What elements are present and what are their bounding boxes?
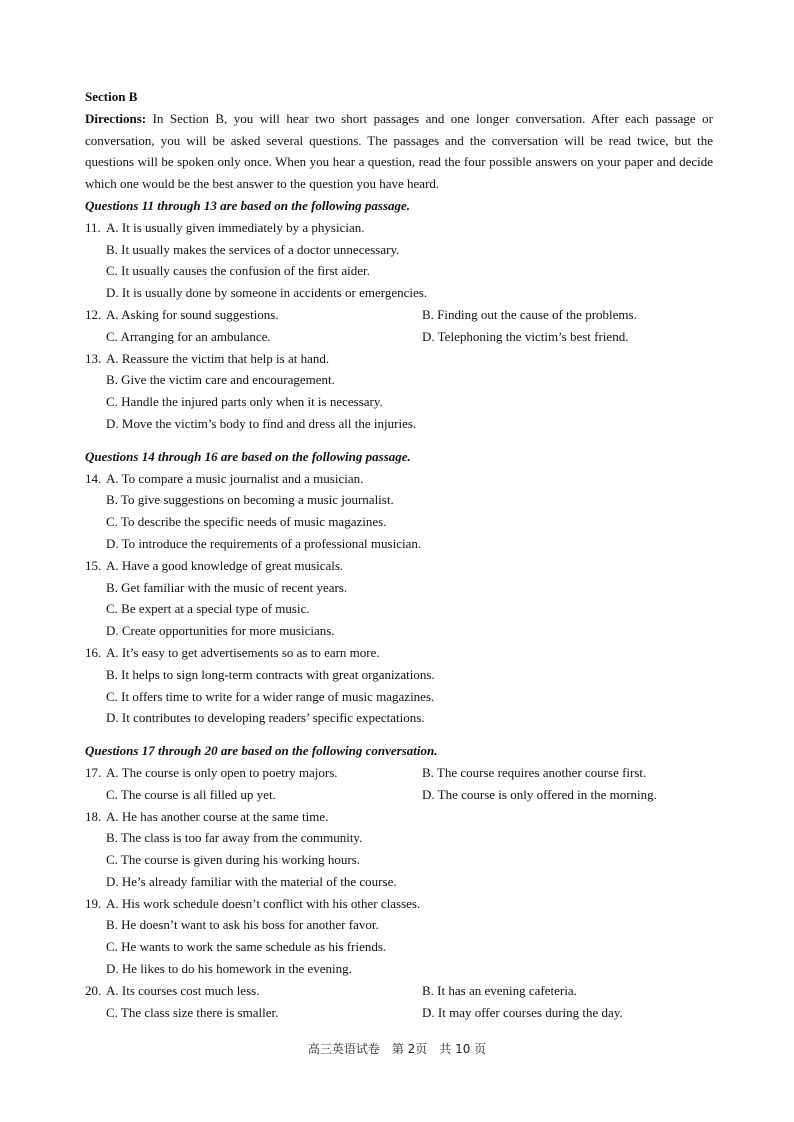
group-title-17-20: Questions 17 through 20 are based on the following conversation. <box>85 743 438 759</box>
option-c: C. Be expert at a special type of music. <box>106 601 310 617</box>
option-c: C. Handle the injured parts only when it is necessary. <box>106 394 383 410</box>
question-number: 17. <box>85 764 102 780</box>
option-a: A. To compare a music journalist and a musician. <box>106 470 364 486</box>
question-number: 18. <box>85 808 102 824</box>
question-15 <box>85 555 713 642</box>
section-title: Section B <box>85 89 138 104</box>
option-a: A. Its courses cost much less. <box>106 982 260 998</box>
question-number: 19. <box>85 895 102 911</box>
option-b: B. Get familiar with the music of recent years. <box>106 579 348 595</box>
question-number: 12. <box>85 306 102 322</box>
option-d: D. It is usually done by someone in accidents or emergencies. <box>106 285 428 301</box>
option-d: D. Create opportunities for more musicians. <box>106 623 335 639</box>
option-c: C. To describe the specific needs of music magazines. <box>106 514 387 530</box>
question-number: 16. <box>85 644 102 660</box>
option-c: C. The class size there is smaller. <box>106 1004 279 1020</box>
question-16 <box>85 642 713 729</box>
option-d: D. To introduce the requirements of a professional musician. <box>106 535 422 551</box>
option-c: C. It usually causes the confusion of the first aider. <box>106 263 370 279</box>
option-c: C. He wants to work the same schedule as his friends. <box>106 939 387 955</box>
question-number: 20. <box>85 982 102 998</box>
option-a: A. It’s easy to get advertisements so as to earn more. <box>106 644 380 660</box>
directions-text: In Section B, you will hear two short passages and one longer conversation. After each passage or conversation, you will be asked several questions. The passages and the conversation will be read twice, but the questions will be spoken only once. When you hear a question, read the four possible answers on your paper and decide which one would be the best answer to the question you have heard. <box>85 110 713 192</box>
page-footer: 高三英语试卷 第 2页 共 10 页 <box>307 1042 487 1056</box>
option-d: D. Move the victim’s body to find and dress all the injuries. <box>106 415 417 431</box>
option-c: C. Arranging for an ambulance. <box>106 328 271 344</box>
option-d: D. He likes to do his homework in the evening. <box>106 961 352 977</box>
option-a: A. Asking for sound suggestions. <box>106 306 279 322</box>
option-b: B. The course requires another course first. <box>422 764 647 780</box>
directions-label: Directions: <box>85 110 147 126</box>
directions-paragraph <box>85 108 713 195</box>
option-c: C. The course is given during his working hours. <box>106 852 360 868</box>
option-a: A. The course is only open to poetry majors. <box>106 764 338 780</box>
option-b: B. He doesn’t want to ask his boss for another favor. <box>106 917 379 933</box>
option-b: B. Finding out the cause of the problems. <box>422 306 637 322</box>
question-number: 15. <box>85 557 102 573</box>
option-d: D. Telephoning the victim’s best friend. <box>422 328 629 344</box>
option-d: D. It contributes to developing readers’ specific expectations. <box>106 710 425 726</box>
question-17 <box>85 762 713 806</box>
question-13 <box>85 348 713 435</box>
group-title-11-13: Questions 11 through 13 are based on the following passage. <box>85 197 411 213</box>
option-c: C. It offers time to write for a wider range of music magazines. <box>106 688 435 704</box>
exam-page <box>85 86 713 1023</box>
question-14 <box>85 468 713 555</box>
option-a: A. His work schedule doesn’t conflict with his other classes. <box>106 895 421 911</box>
group-title-14-16: Questions 14 through 16 are based on the following passage. <box>85 448 411 464</box>
option-d: D. The course is only offered in the morning. <box>422 786 657 802</box>
option-a: A. Have a good knowledge of great musicals. <box>106 557 344 573</box>
question-19 <box>85 893 713 980</box>
question-11 <box>85 217 713 304</box>
question-20 <box>85 980 713 1024</box>
option-d: D. It may offer courses during the day. <box>422 1004 623 1020</box>
option-b: B. Give the victim care and encouragement. <box>106 372 335 388</box>
question-number: 11. <box>85 219 101 235</box>
option-c: C. The course is all filled up yet. <box>106 786 276 802</box>
question-18 <box>85 806 713 893</box>
option-b: B. The class is too far away from the community. <box>106 830 363 846</box>
option-a: A. Reassure the victim that help is at hand. <box>106 350 330 366</box>
question-number: 14. <box>85 470 102 486</box>
option-b: B. It usually makes the services of a doctor unnecessary. <box>106 241 400 257</box>
option-a: A. It is usually given immediately by a physician. <box>106 219 365 235</box>
question-number: 13. <box>85 350 102 366</box>
option-b: B. It helps to sign long-term contracts with great organizations. <box>106 666 435 682</box>
question-12 <box>85 304 713 348</box>
option-d: D. He’s already familiar with the material of the course. <box>106 873 397 889</box>
option-b: B. To give suggestions on becoming a music journalist. <box>106 492 394 508</box>
option-b: B. It has an evening cafeteria. <box>422 982 577 998</box>
option-a: A. He has another course at the same time. <box>106 808 329 824</box>
